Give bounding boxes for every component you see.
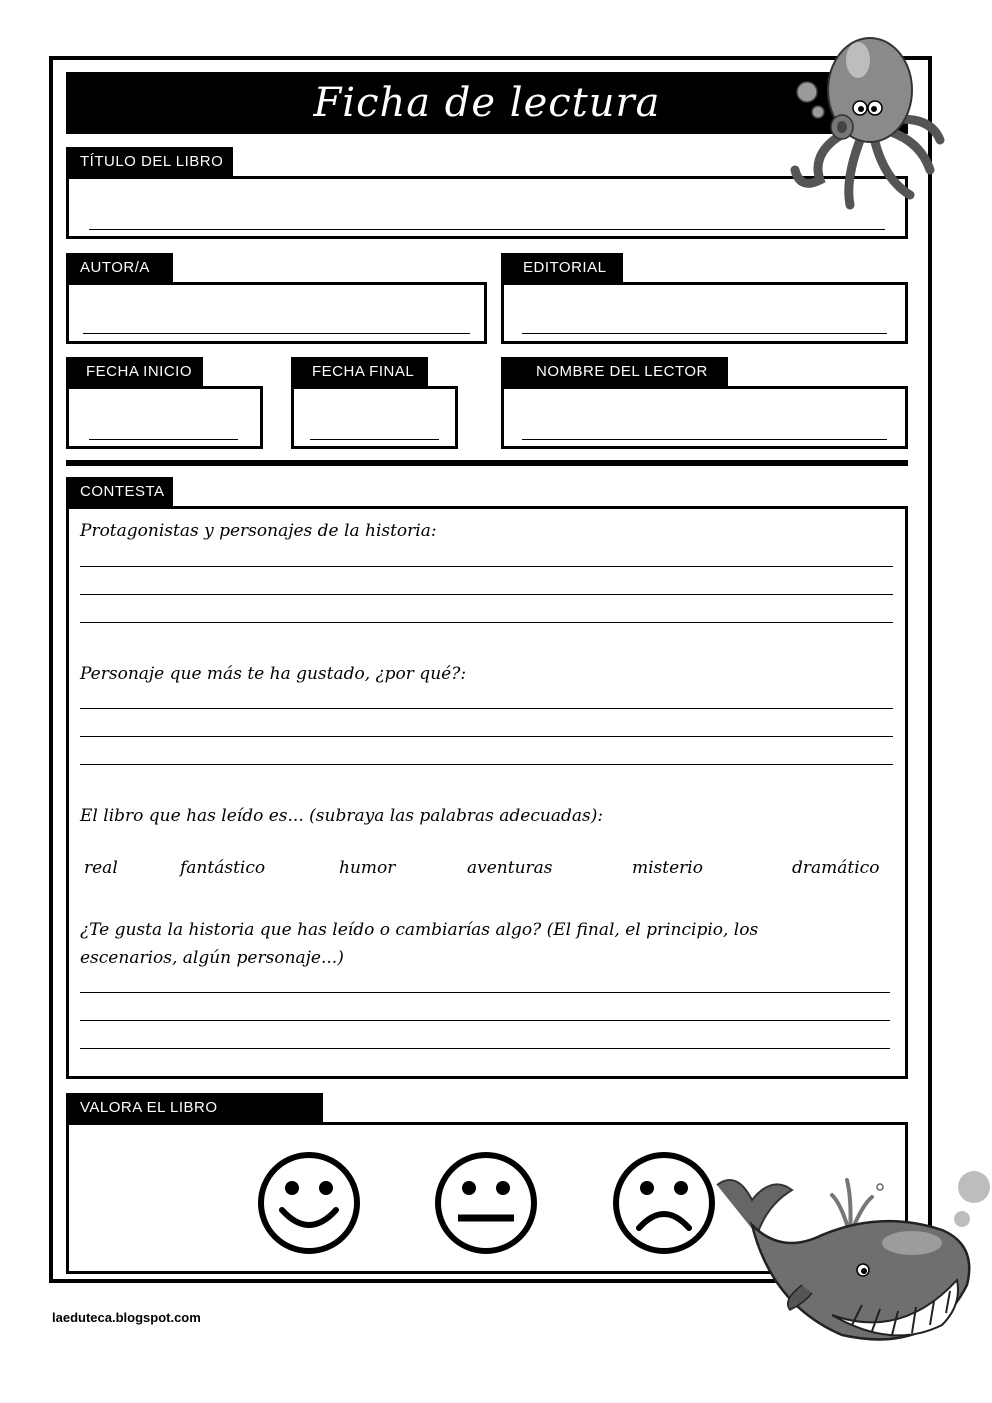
option-humor[interactable]: humor [339, 858, 396, 878]
answer-line[interactable] [80, 736, 893, 737]
title-field[interactable] [66, 176, 908, 239]
octopus-icon [790, 30, 950, 215]
question-favorite-character: Personaje que más te ha gustado, ¿por qué?: [80, 664, 467, 684]
write-line [310, 439, 439, 440]
option-fantastico[interactable]: fantástico [180, 858, 266, 878]
author-field[interactable] [66, 282, 487, 344]
neutral-face-icon[interactable] [433, 1150, 539, 1256]
answer-line[interactable] [80, 1020, 890, 1021]
start-date-label: FECHA INICIO [66, 357, 203, 387]
write-line [89, 229, 885, 230]
option-misterio[interactable]: misterio [632, 858, 703, 878]
write-line [522, 333, 887, 334]
whale-icon [712, 1165, 992, 1355]
question-characters: Protagonistas y personajes de la historia: [80, 521, 437, 541]
reader-name-label: NOMBRE DEL LECTOR [501, 357, 728, 387]
sad-face-icon[interactable] [611, 1150, 717, 1256]
publisher-field[interactable] [501, 282, 908, 344]
option-dramatico[interactable]: dramático [792, 858, 880, 878]
title-label: TÍTULO DEL LIBRO [66, 147, 233, 177]
answer-line[interactable] [80, 594, 893, 595]
question-opinion-line2: escenarios, algún personaje...) [80, 948, 344, 968]
rate-label: VALORA EL LIBRO [66, 1093, 323, 1123]
end-date-field[interactable] [291, 386, 458, 449]
start-date-field[interactable] [66, 386, 263, 449]
footer-url[interactable]: laeduteca.blogspot.com [52, 1310, 201, 1325]
answer-line[interactable] [80, 708, 893, 709]
page-title: Ficha de lectura [66, 72, 908, 134]
answer-line[interactable] [80, 992, 890, 993]
end-date-label: FECHA FINAL [291, 357, 428, 387]
author-label: AUTOR/A [66, 253, 173, 283]
answer-line[interactable] [80, 566, 893, 567]
answer-label: CONTESTA [66, 477, 173, 507]
option-real[interactable]: real [84, 858, 118, 878]
question-genre: El libro que has leído es... (subraya las palabras adecuadas): [80, 806, 604, 826]
reader-name-field[interactable] [501, 386, 908, 449]
happy-face-icon[interactable] [256, 1150, 362, 1256]
write-line [522, 439, 887, 440]
write-line [83, 333, 470, 334]
write-line [89, 439, 238, 440]
answer-line[interactable] [80, 764, 893, 765]
section-divider [66, 460, 908, 466]
publisher-label: EDITORIAL [501, 253, 623, 283]
answer-line[interactable] [80, 1048, 890, 1049]
answer-box [66, 506, 908, 1079]
answer-line[interactable] [80, 622, 893, 623]
option-aventuras[interactable]: aventuras [467, 858, 553, 878]
question-opinion-line1: ¿Te gusta la historia que has leído o cambiarías algo? (El final, el principio, los [80, 920, 759, 940]
